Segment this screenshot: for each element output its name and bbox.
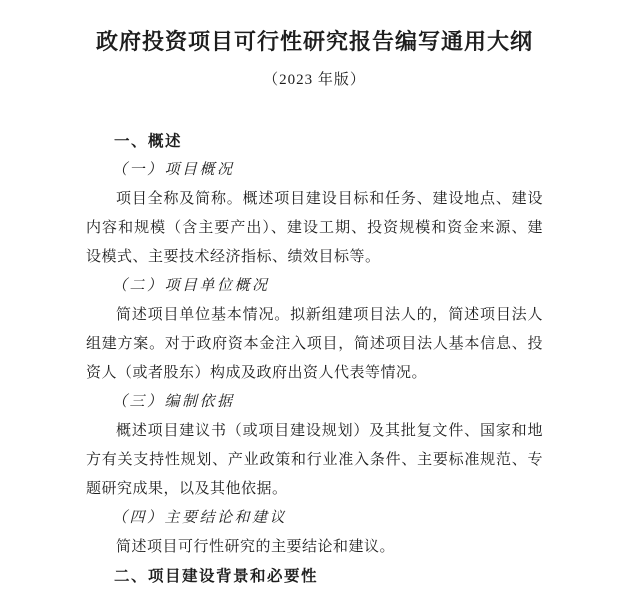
subsection-heading-project-overview: （一）项目概况 (112, 162, 235, 178)
paragraph-project-unit-overview: 简述项目单位基本情况。拟新组建项目法人的，简述项目法人组建方案。对于政府资本金注入项目，简述项目法人基本信息、投资人（或者股东）构成及政府出资人代表等情况。 (86, 307, 543, 381)
paragraph-main-conclusions: 简述项目可行性研究的主要结论和建议。 (116, 539, 396, 555)
paragraph-compilation-basis: 概述项目建议书（或项目建设规划）及其批复文件、国家和地方有关支持性规划、产业政策和行业准入条件、主要标准规范、专题研究成果，以及其他依据。 (86, 423, 543, 497)
paragraph-project-overview: 项目全称及简称。概述项目建设目标和任务、建设地点、建设内容和规模（含主要产出）、建设工期、投资规模和资金来源、建设模式、主要技术经济指标、绩效目标等。 (86, 191, 543, 265)
document-title: 政府投资项目可行性研究报告编写通用大纲 (95, 29, 533, 54)
document-body (86, 127, 543, 591)
section-heading-overview: 一、概述 (114, 133, 183, 150)
section-heading-background-necessity: 二、项目建设背景和必要性 (114, 568, 319, 585)
subsection-heading-project-unit-overview: （二）项目单位概况 (112, 278, 270, 294)
subsection-heading-main-conclusions: （四）主要结论和建议 (112, 510, 288, 526)
document-subtitle: （2023 年版） (263, 72, 366, 88)
subsection-heading-compilation-basis: （三）编制依据 (112, 394, 235, 410)
